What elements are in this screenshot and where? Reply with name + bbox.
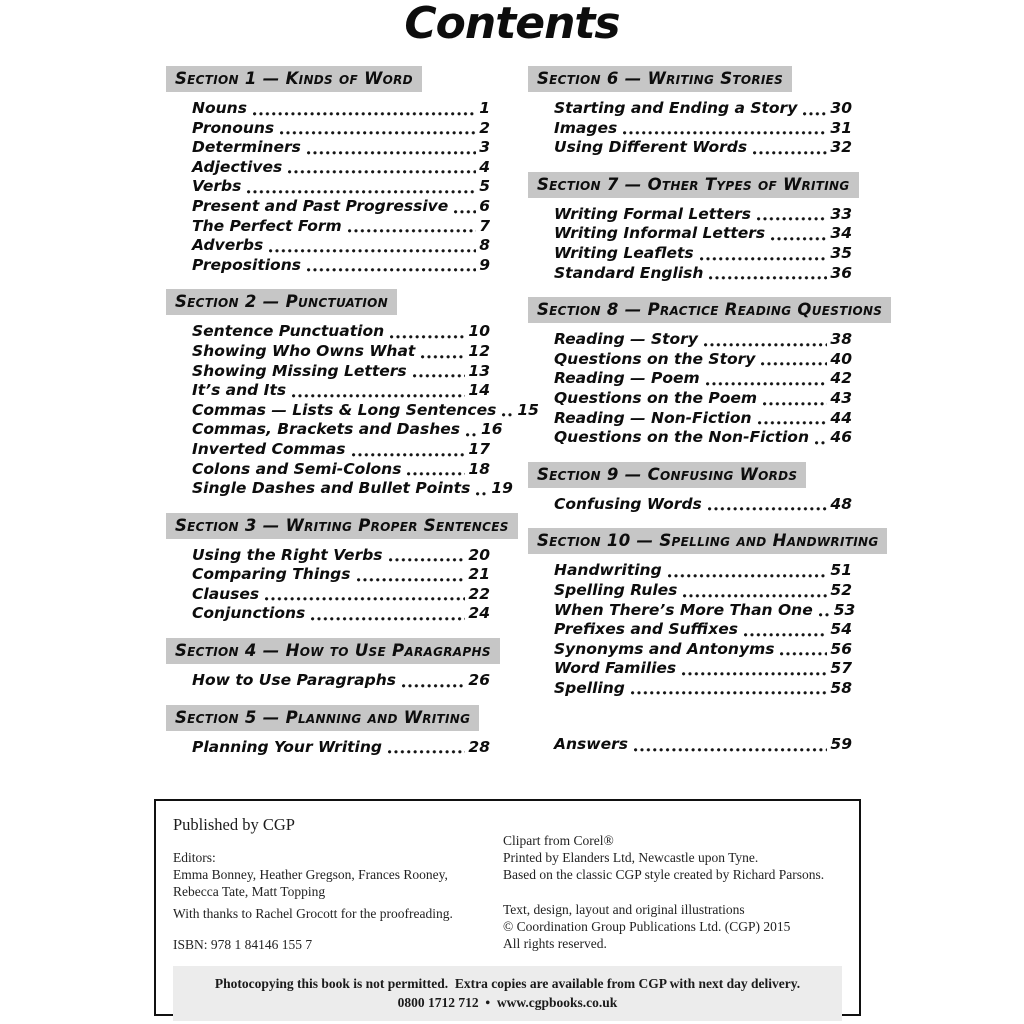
toc-entry-page-number: 32 — [830, 138, 852, 157]
toc-entry — [192, 381, 490, 401]
dot-leader — [709, 276, 827, 280]
section-heading — [528, 462, 806, 488]
toc-entry — [192, 604, 490, 624]
dot-leader — [771, 237, 827, 241]
toc-entry-label: Reading — Non-Fiction — [554, 408, 752, 427]
toc-entry-label: Starting and Ending a Story — [554, 99, 798, 117]
toc-entry-page-number: 6 — [479, 196, 490, 215]
toc-entry-page-number: 43 — [830, 388, 852, 407]
section-heading-label: Section 1 — Kinds of Word — [175, 69, 413, 88]
dot-leader — [706, 382, 828, 386]
toc-entry-page-number: 54 — [830, 620, 852, 639]
footer-left-column — [173, 849, 503, 953]
toc-entry-label: Verbs — [192, 177, 242, 196]
section-heading-label: Section 4 — How to Use Paragraphs — [175, 641, 491, 661]
toc-entry-label: Prefixes and Suffixes — [554, 620, 738, 639]
clipart-credit: Clipart from Corel® — [503, 833, 614, 848]
toc-entry-page-number: 46 — [830, 428, 852, 447]
toc-entry — [554, 428, 852, 448]
dot-leader — [253, 112, 476, 116]
toc-entry-page-number: 10 — [468, 322, 490, 341]
toc-entry-label: Conjunctions — [192, 604, 306, 623]
toc-entry — [192, 440, 490, 460]
toc-entry-label: How to Use Paragraphs — [192, 671, 396, 690]
notice-line-2: 0800 1712 712 • www.cgpbooks.co.uk — [397, 995, 618, 1010]
toc-entry — [554, 138, 852, 158]
toc-entry — [192, 565, 490, 585]
toc-section — [166, 705, 490, 758]
section-heading-label: Section 5 — Planning and Writing — [175, 707, 471, 727]
dot-leader — [357, 578, 466, 582]
toc-entry — [554, 224, 852, 244]
toc-section — [166, 66, 490, 275]
section-heading — [528, 528, 887, 554]
section-entries — [528, 561, 856, 698]
toc-entry — [554, 600, 856, 621]
dot-leader — [753, 151, 827, 155]
toc-entry-label: It’s and Its — [192, 381, 287, 400]
notice-line-1: Photocopying this book is not permitted. Extra copies are available from CGP with next day delivery. — [214, 976, 801, 991]
dot-leader — [390, 335, 465, 339]
toc-entry-page-number: 44 — [830, 408, 852, 427]
photocopying-notice — [173, 966, 842, 1021]
toc-entry-label: Single Dashes and Bullet Points — [192, 479, 471, 498]
toc-entry-label: Adverbs — [192, 236, 264, 255]
section-entries — [528, 99, 852, 158]
toc-entry-page-number: 8 — [479, 236, 490, 255]
dot-leader — [307, 268, 476, 272]
toc-entry-page-number: 24 — [468, 604, 490, 623]
dot-leader — [311, 617, 465, 621]
toc-entry-page-number: 28 — [468, 737, 490, 756]
toc-entry — [192, 119, 490, 139]
toc-section — [528, 528, 879, 698]
toc-entry-page-number: 5 — [479, 177, 490, 196]
credits-line1: Text, design, layout and original illustrations — [503, 902, 745, 917]
toc-entry — [192, 177, 490, 197]
toc-entry-page-number: 48 — [830, 494, 852, 513]
toc-entry-label: Comparing Things — [192, 565, 351, 584]
toc-section — [166, 289, 539, 498]
printer-credit: Printed by Elanders Ltd, Newcastle upon Tyne. — [503, 850, 759, 865]
dot-leader — [682, 672, 827, 676]
page-title: Contents — [404, 0, 620, 49]
toc-entry-page-number: 2 — [479, 118, 490, 137]
toc-entry — [554, 620, 852, 640]
toc-entry-page-number: 35 — [830, 243, 852, 262]
toc-entry-label: Nouns — [192, 99, 247, 117]
toc-entry — [554, 264, 852, 284]
toc-section — [528, 297, 883, 448]
toc-entry-label: Synonyms and Antonyms — [554, 639, 775, 658]
editors-label: Editors: — [173, 850, 216, 865]
style-credit: Based on the classic CGP style created by Richard Parsons. — [503, 867, 825, 882]
toc-entry-label: Confusing Words — [554, 494, 702, 513]
toc-entry-page-number: 33 — [830, 204, 852, 223]
toc-entry — [554, 409, 852, 429]
dot-leader — [761, 362, 827, 366]
toc-entry-label: Using Different Words — [554, 138, 748, 157]
dot-leader — [758, 421, 828, 425]
toc-entry-page-number: 38 — [830, 330, 852, 349]
toc-entry-page-number: 57 — [830, 659, 852, 678]
toc-entry-label: When There’s More Than One — [554, 600, 813, 619]
toc-entry-page-number: 16 — [481, 420, 503, 439]
toc-entry-page-number: 7 — [479, 216, 490, 235]
dot-leader — [421, 355, 465, 359]
section-entries — [166, 322, 539, 498]
toc-entry-label: Writing Informal Letters — [554, 224, 766, 243]
toc-entry-page-number: 53 — [833, 600, 856, 619]
toc-entry-label: Writing Leaflets — [554, 243, 694, 262]
dot-leader — [708, 507, 828, 511]
toc-entry-page-number: 56 — [830, 639, 852, 658]
dot-leader — [288, 170, 476, 174]
toc-entry — [192, 342, 490, 362]
toc-section — [528, 66, 852, 158]
toc-entry-label: Handwriting — [554, 561, 662, 580]
toc-entry-label: Showing Who Owns What — [192, 341, 416, 360]
toc-entry-page-number: 20 — [468, 545, 490, 564]
toc-entry-label: Reading — Poem — [554, 369, 700, 388]
dot-leader — [634, 748, 827, 752]
footer-right-column — [503, 832, 842, 953]
dot-leader — [668, 574, 828, 578]
toc-entry-page-number: 34 — [830, 224, 852, 243]
dot-leader — [348, 229, 477, 233]
toc-entry-page-number: 19 — [491, 479, 513, 498]
dot-leader — [247, 190, 476, 194]
dot-leader — [402, 684, 465, 688]
dot-leader — [352, 453, 466, 457]
toc-entry-page-number: 30 — [830, 99, 852, 117]
toc-entry-label: Reading — Story — [554, 330, 698, 349]
toc-entry-label: Using the Right Verbs — [192, 545, 383, 564]
editors-names-line1: Emma Bonney, Heather Gregson, Frances Rooney, — [173, 867, 448, 882]
toc-entry-label: Spelling Rules — [554, 580, 678, 599]
section-heading — [166, 513, 518, 539]
publication-info-box — [154, 799, 861, 1016]
toc-entry-label: Questions on the Poem — [554, 388, 758, 407]
toc-entry-label: Questions on the Non-Fiction — [554, 428, 809, 447]
toc-entry — [192, 256, 490, 276]
dot-leader — [292, 394, 465, 398]
toc-entry — [554, 205, 852, 225]
toc-entry-label: Questions on the Story — [554, 349, 756, 368]
toc-entry — [192, 138, 490, 158]
toc-section — [166, 638, 490, 691]
toc-entry-label: Standard English — [554, 263, 704, 282]
section-entries — [528, 205, 852, 283]
dot-leader — [704, 343, 827, 347]
dot-leader — [307, 151, 476, 155]
toc-columns — [166, 66, 883, 771]
toc-entry-page-number: 4 — [479, 157, 490, 176]
section-heading — [528, 66, 792, 92]
toc-entry — [554, 389, 852, 409]
toc-entry-label: Colons and Semi-Colons — [192, 459, 402, 478]
toc-entry — [192, 460, 490, 480]
toc-entry — [554, 119, 852, 139]
dot-leader — [413, 374, 466, 378]
dot-leader — [389, 558, 466, 562]
dot-leader — [466, 433, 478, 437]
toc-entry — [554, 640, 852, 660]
toc-entry — [192, 236, 490, 256]
dot-leader — [780, 652, 827, 656]
toc-entry-page-number: 31 — [830, 118, 852, 137]
section-heading-label: Section 8 — Practice Reading Questions — [537, 300, 883, 320]
dot-leader — [763, 402, 827, 406]
dot-leader — [815, 441, 827, 445]
toc-entry-label: Spelling — [554, 678, 625, 697]
toc-entry-label: Answers — [554, 735, 628, 754]
copyright-line: © Coordination Group Publications Ltd. (CGP) 2015 — [503, 919, 791, 934]
dot-leader — [683, 594, 827, 598]
toc-entry-label: The Perfect Form — [192, 216, 342, 235]
toc-entry — [192, 546, 490, 566]
toc-entry-page-number: 17 — [468, 439, 490, 458]
section-heading-label: Section 6 — Writing Stories — [537, 69, 784, 88]
toc-entry-page-number: 15 — [517, 400, 539, 419]
toc-entry — [554, 561, 852, 581]
isbn-text: ISBN: 978 1 84146 155 7 — [173, 937, 313, 952]
toc-entry-page-number: 9 — [479, 255, 490, 274]
toc-entry-page-number: 14 — [468, 381, 490, 400]
toc-entry-label: Planning Your Writing — [192, 737, 382, 756]
section-heading — [166, 638, 500, 664]
toc-entry-page-number: 1 — [479, 99, 490, 117]
dot-leader — [280, 131, 476, 135]
toc-section — [166, 513, 509, 624]
toc-entry — [554, 350, 852, 370]
toc-entry-label: Sentence Punctuation — [192, 322, 385, 341]
toc-entry-label: Commas, Brackets and Dashes — [192, 420, 461, 439]
toc-entry — [554, 659, 852, 679]
toc-entry — [192, 671, 490, 691]
toc-entry — [192, 420, 503, 440]
toc-entry-label: Inverted Commas — [192, 439, 346, 458]
section-heading — [528, 172, 859, 198]
toc-entry-page-number: 36 — [830, 263, 852, 282]
section-heading-label: Section 7 — Other Types of Writing — [537, 174, 850, 194]
toc-entry — [192, 738, 490, 758]
dot-leader — [388, 750, 465, 754]
toc-entry-label: Determiners — [192, 138, 301, 157]
section-entries — [166, 671, 490, 691]
dot-leader — [819, 613, 831, 617]
toc-entry-page-number: 21 — [468, 565, 490, 584]
toc-entry-page-number: 58 — [830, 678, 852, 697]
toc-entry — [192, 99, 490, 119]
section-entries — [166, 99, 490, 275]
section-heading-label: Section 3 — Writing Proper Sentences — [175, 515, 509, 535]
dot-leader — [476, 492, 488, 496]
toc-entry — [192, 585, 490, 605]
toc-entry-page-number: 12 — [468, 341, 490, 360]
dot-leader — [269, 249, 476, 253]
toc-entry — [554, 495, 852, 515]
toc-entry — [192, 362, 490, 382]
footer-columns — [173, 833, 842, 953]
toc-entry-page-number: 3 — [479, 138, 490, 157]
section-heading-label: Section 10 — Spelling and Handwriting — [537, 531, 879, 551]
dot-leader — [502, 413, 514, 417]
toc-entry-label: Prepositions — [192, 255, 301, 274]
toc-entry-page-number: 59 — [830, 735, 852, 754]
dot-leader — [744, 633, 827, 637]
answers-entry-list — [528, 735, 852, 755]
dot-leader — [265, 597, 465, 601]
toc-entry-label: Writing Formal Letters — [554, 204, 751, 223]
toc-column-right — [528, 66, 883, 771]
toc-entry-page-number: 26 — [468, 671, 490, 690]
toc-entry-page-number: 51 — [830, 561, 852, 580]
toc-entry — [554, 369, 852, 389]
section-entries — [166, 546, 490, 624]
dot-leader — [454, 210, 476, 214]
dot-leader — [700, 257, 828, 261]
toc-entry-page-number: 42 — [830, 369, 852, 388]
toc-entry — [554, 99, 852, 119]
section-heading — [166, 705, 479, 731]
section-heading — [166, 289, 397, 315]
section-heading — [166, 66, 422, 92]
section-heading-label: Section 2 — Punctuation — [175, 292, 389, 312]
dot-leader — [631, 691, 828, 695]
toc-entry-label: Commas — Lists & Long Sentences — [192, 400, 497, 419]
toc-entry-label: Clauses — [192, 584, 260, 603]
toc-entry-label: Showing Missing Letters — [192, 361, 407, 380]
dot-leader — [623, 131, 827, 135]
toc-entry-page-number: 13 — [468, 361, 490, 380]
published-by-text: Published by CGP — [173, 815, 295, 834]
toc-entry — [192, 322, 490, 342]
toc-entry — [192, 479, 513, 499]
toc-entry — [554, 244, 852, 264]
toc-entry — [554, 679, 852, 699]
section-entries — [528, 330, 852, 448]
toc-section — [528, 462, 852, 515]
toc-entry-page-number: 22 — [468, 584, 490, 603]
toc-entry-label: Present and Past Progressive — [192, 196, 449, 215]
toc-entry — [192, 158, 490, 178]
rights-reserved-line: All rights reserved. — [503, 936, 607, 951]
toc-column-left — [166, 66, 539, 771]
toc-section — [528, 172, 852, 283]
toc-entry — [192, 197, 490, 217]
section-heading-label: Section 9 — Confusing Words — [537, 464, 798, 484]
toc-entry-page-number: 18 — [468, 459, 490, 478]
toc-entry — [554, 581, 852, 601]
toc-entry-label: Images — [554, 118, 618, 137]
toc-entry-page-number: 40 — [830, 349, 852, 368]
dot-leader — [757, 217, 827, 221]
proofreading-thanks: With thanks to Rachel Grocott for the proofreading. — [173, 906, 453, 921]
toc-entry — [554, 330, 852, 350]
dot-leader — [407, 472, 465, 476]
toc-entry — [192, 400, 539, 421]
section-entries — [166, 738, 490, 758]
section-heading — [528, 297, 891, 323]
editors-names-line2: Rebecca Tate, Matt Topping — [173, 884, 326, 899]
toc-entry-label: Word Families — [554, 659, 677, 678]
toc-entry-page-number: 52 — [830, 580, 852, 599]
toc-entry — [554, 735, 852, 755]
toc-entry-label: Adjectives — [192, 157, 283, 176]
section-entries — [528, 495, 852, 515]
toc-entry-label: Pronouns — [192, 118, 275, 137]
dot-leader — [803, 112, 827, 116]
toc-entry — [192, 217, 490, 237]
